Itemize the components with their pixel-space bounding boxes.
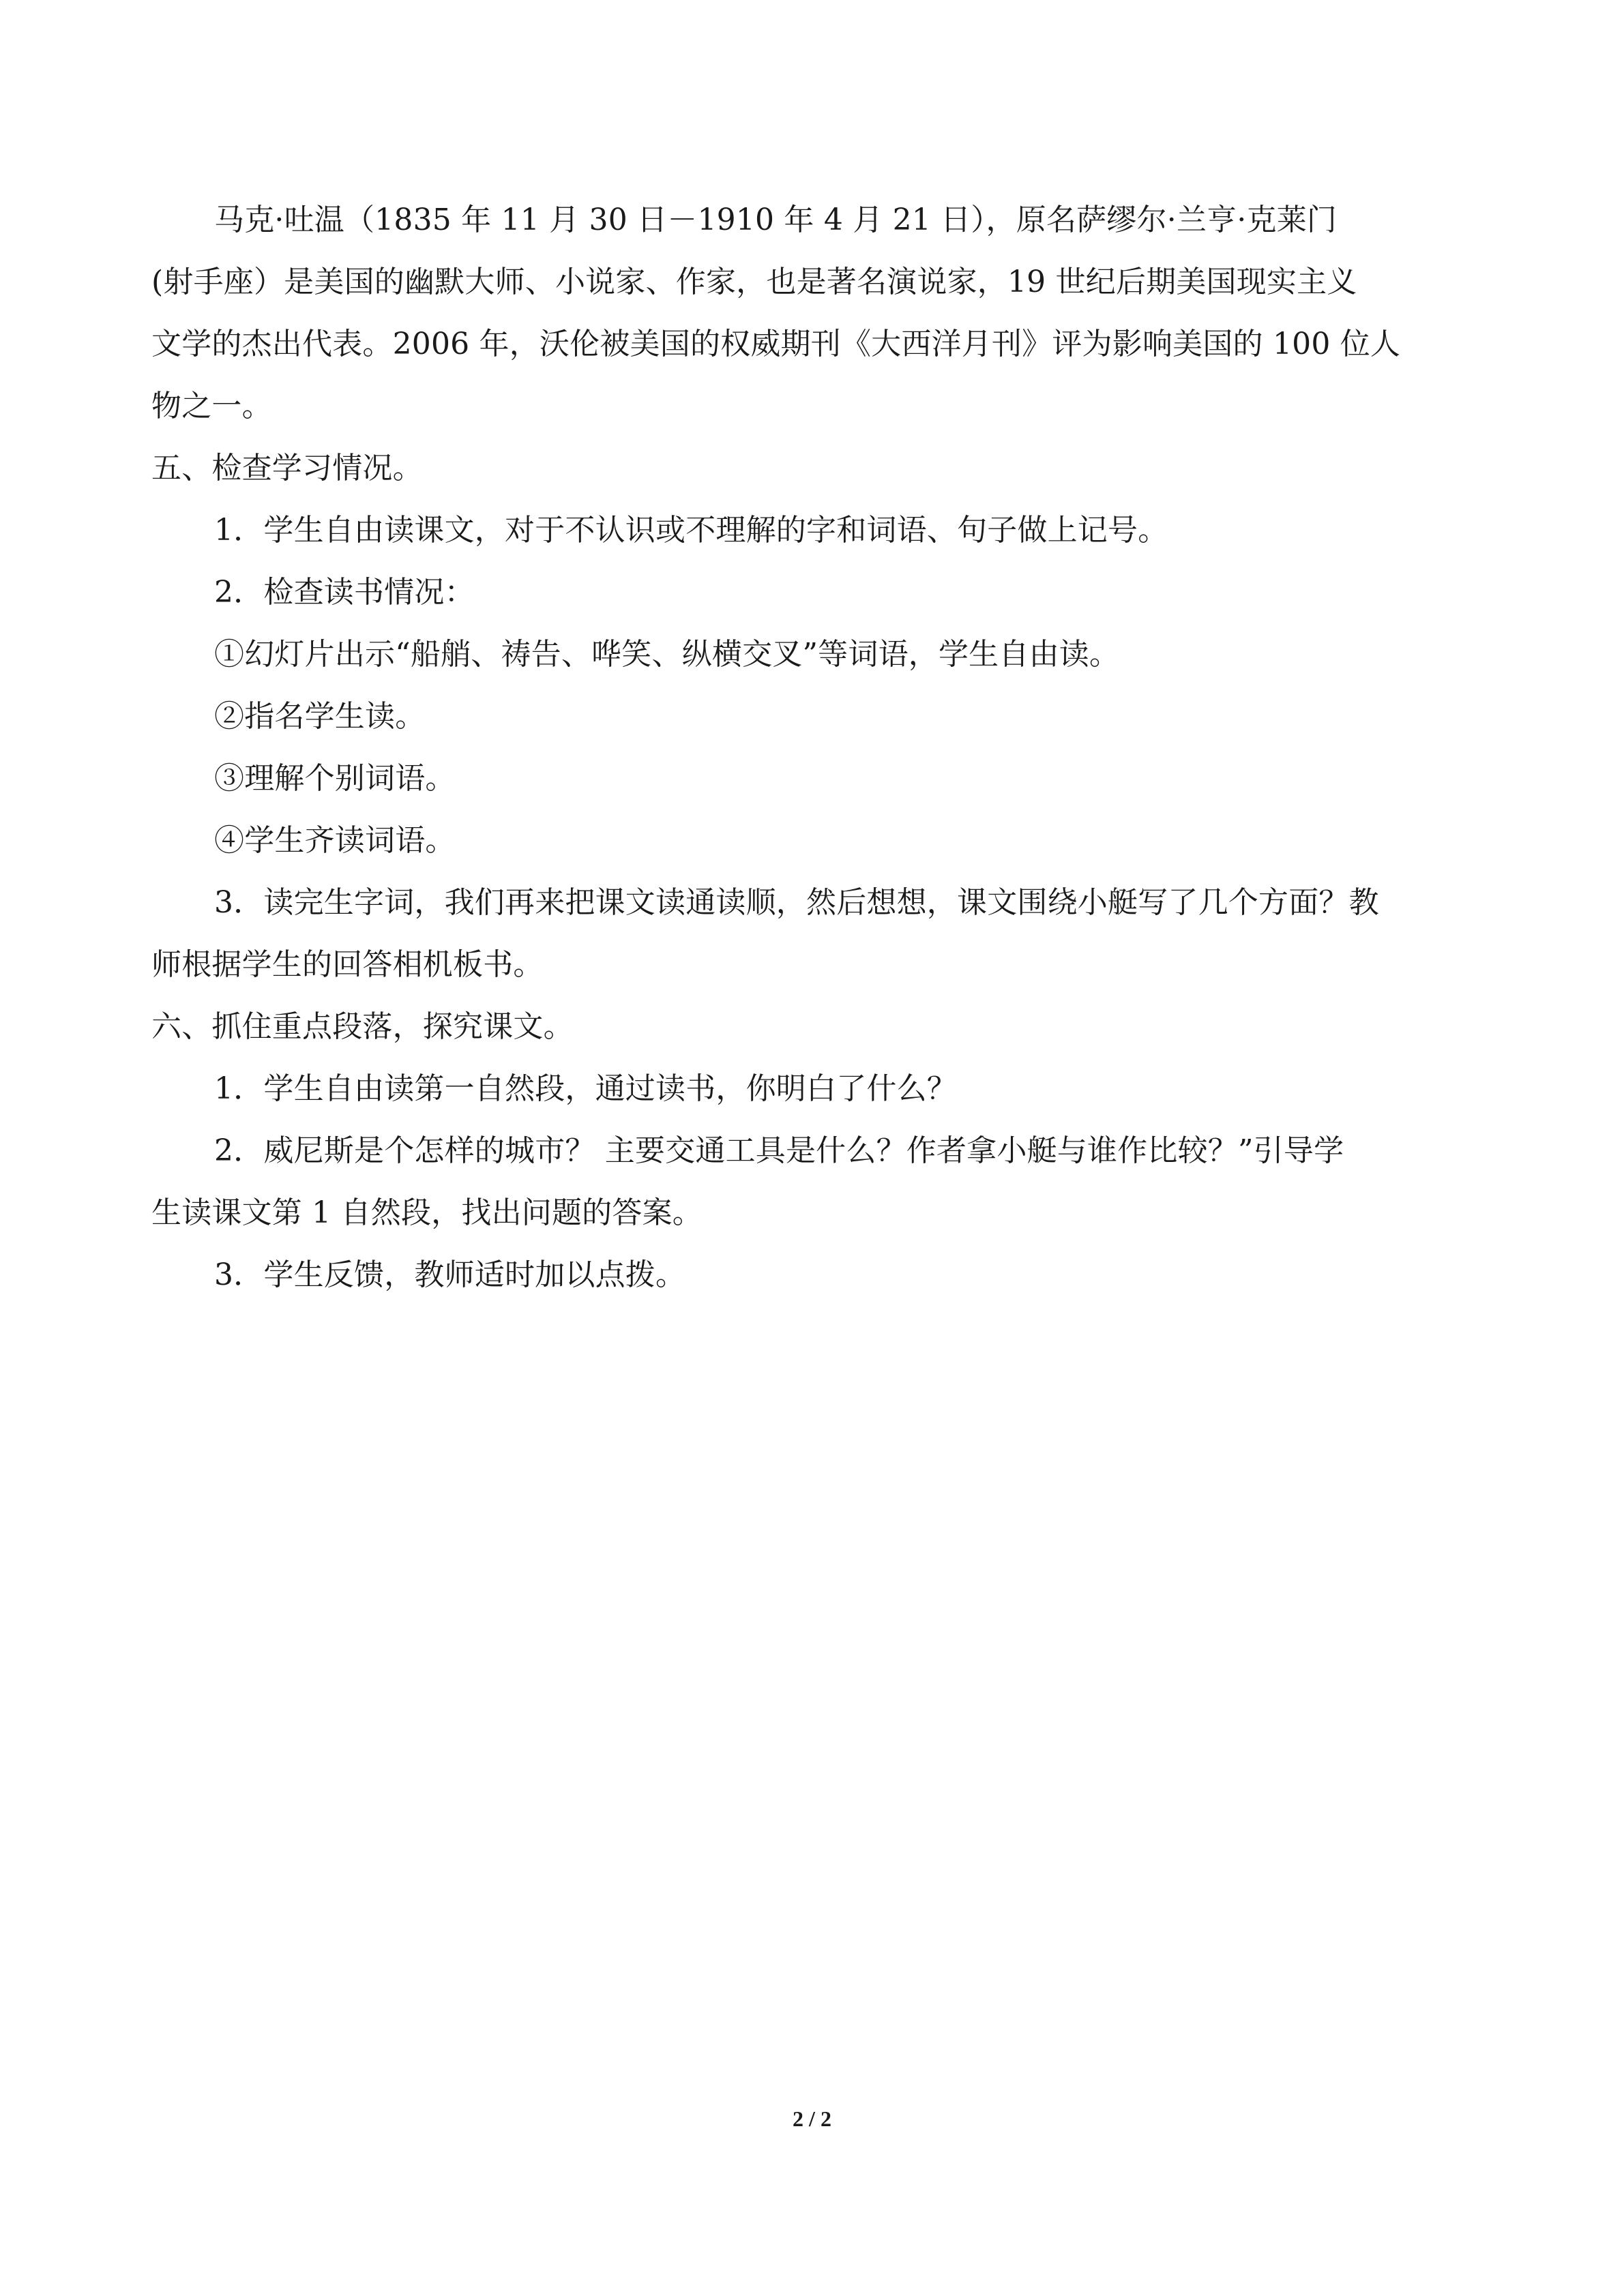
list-item: 2．检查读书情况：: [214, 575, 475, 610]
bio-paragraph-line-1: 马克·吐温（1835 年 11 月 30 日－1910 年 4 月 21 日），原名萨缪尔·兰亨·克莱门: [214, 203, 1338, 237]
sub-list-item: ②指名学生读。: [214, 699, 426, 734]
bio-paragraph-line-4: 物之一。: [151, 389, 272, 423]
sub-list-item: ①幻灯片出示“船艄、祷告、哗笑、纵横交叉”等词语，学生自由读。: [214, 637, 1120, 672]
list-item: 1．学生自由读课文，对于不认识或不理解的字和词语、句子做上记号。: [214, 513, 1168, 548]
page-number: 2 / 2: [793, 2106, 831, 2131]
list-item: 2．威尼斯是个怎样的城市？ 主要交通工具是什么？作者拿小艇与谁作比较？”引导学: [214, 1133, 1344, 1168]
sub-list-item: ④学生齐读词语。: [214, 823, 456, 858]
section-heading-5: 五、检查学习情况。: [151, 451, 423, 486]
list-item-continuation: 师根据学生的回答相机板书。: [151, 947, 544, 982]
list-item: 3．学生反馈，教师适时加以点拨。: [214, 1257, 686, 1292]
sub-list-item: ③理解个别词语。: [214, 761, 456, 796]
bio-paragraph-line-3: 文学的杰出代表。2006 年，沃伦被美国的权威期刊《大西洋月刊》评为影响美国的 100 位人: [151, 327, 1401, 361]
document-body: [151, 205, 1488, 1322]
list-item-continuation: 生读课文第 1 自然段，找出问题的答案。: [151, 1195, 703, 1230]
list-item: 3．读完生字词，我们再来把课文读通读顺，然后想想，课文围绕小艇写了几个方面？教: [214, 885, 1379, 920]
bio-paragraph-line-2: (射手座）是美国的幽默大师、小说家、作家，也是著名演说家，19 世纪后期美国现实主义: [151, 265, 1357, 299]
list-item: 1．学生自由读第一自然段，通过读书，你明白了什么？: [214, 1071, 957, 1106]
section-heading-6: 六、抓住重点段落，探究课文。: [151, 1009, 574, 1044]
